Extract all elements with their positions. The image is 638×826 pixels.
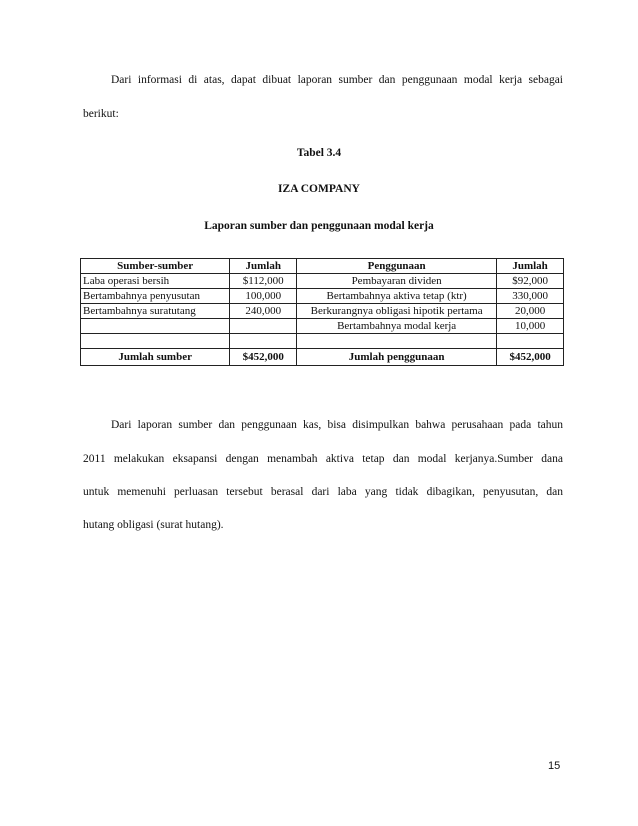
- table-row: [81, 304, 564, 319]
- source-amount-cell: 240,000: [230, 304, 297, 319]
- use-cell: Bertambahnya modal kerja: [297, 319, 497, 334]
- use-cell: Berkurangnya obligasi hipotik pertama: [297, 304, 497, 319]
- use-amount-cell: 20,000: [497, 304, 564, 319]
- source-amount-cell: [230, 319, 297, 334]
- report-title: Laporan sumber dan penggunaan modal kerja: [204, 220, 434, 232]
- source-amount-cell: $112,000: [230, 274, 297, 289]
- empty-cell: [497, 334, 564, 349]
- table-row-empty: [81, 334, 564, 349]
- table-total-row: [81, 349, 564, 366]
- header-source-amount: Jumlah: [230, 259, 297, 274]
- header-source: Sumber-sumber: [81, 259, 230, 274]
- intro-line-2: berikut:: [83, 108, 119, 120]
- total-source-amount: $452,000: [230, 349, 297, 366]
- page-number: 15: [548, 760, 561, 772]
- conclusion-line-3: untuk memenuhi perluasan tersebut berasal dari laba yang tidak dibagikan, penyusutan, dan: [83, 486, 563, 498]
- header-use-amount: Jumlah: [497, 259, 564, 274]
- use-cell: Bertambahnya aktiva tetap (ktr): [297, 289, 497, 304]
- total-source-label: Jumlah sumber: [81, 349, 230, 366]
- use-amount-cell: $92,000: [497, 274, 564, 289]
- source-cell: Laba operasi bersih: [81, 274, 230, 289]
- source-amount-cell: 100,000: [230, 289, 297, 304]
- total-use-amount: $452,000: [497, 349, 564, 366]
- source-cell: Bertambahnya penyusutan: [81, 289, 230, 304]
- use-amount-cell: 10,000: [497, 319, 564, 334]
- intro-line-1: Dari informasi di atas, dapat dibuat laporan sumber dan penggunaan modal kerja sebagai: [111, 74, 563, 86]
- empty-cell: [230, 334, 297, 349]
- source-cell: Bertambahnya suratutang: [81, 304, 230, 319]
- report-table: [80, 258, 564, 366]
- source-cell: [81, 319, 230, 334]
- conclusion-line-1: Dari laporan sumber dan penggunaan kas, bisa disimpulkan bahwa perusahaan pada tahun: [111, 419, 563, 431]
- company-name: IZA COMPANY: [278, 183, 360, 195]
- use-amount-cell: 330,000: [497, 289, 564, 304]
- empty-cell: [81, 334, 230, 349]
- table-header-row: [81, 259, 564, 274]
- total-use-label: Jumlah penggunaan: [297, 349, 497, 366]
- table-row: [81, 274, 564, 289]
- empty-cell: [297, 334, 497, 349]
- header-use: Penggunaan: [297, 259, 497, 274]
- table-number: Tabel 3.4: [296, 147, 342, 159]
- table-row: [81, 289, 564, 304]
- conclusion-line-4: hutang obligasi (surat hutang).: [83, 519, 224, 531]
- conclusion-line-2: 2011 melakukan eksapansi dengan menambah aktiva tetap dan modal kerjanya.Sumber dana: [83, 453, 563, 465]
- use-cell: Pembayaran dividen: [297, 274, 497, 289]
- table-row: [81, 319, 564, 334]
